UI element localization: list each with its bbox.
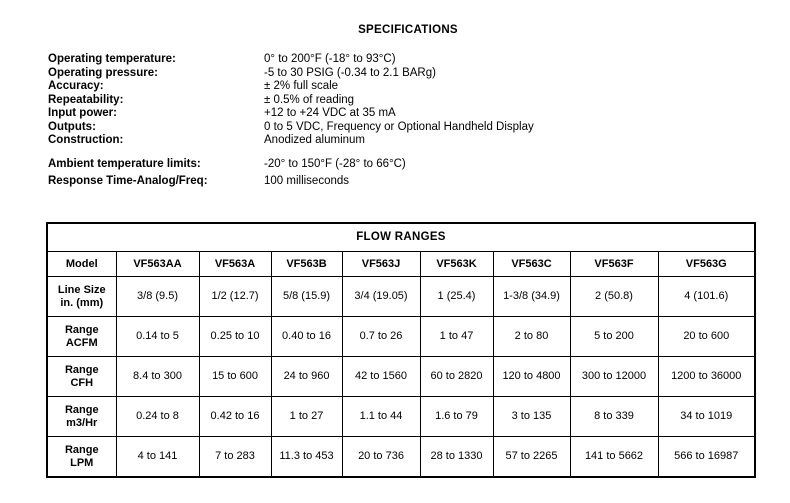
table-cell: 60 to 2820 xyxy=(420,357,493,397)
table-cell: 1 to 47 xyxy=(420,317,493,357)
table-cell: 11.3 to 453 xyxy=(271,437,342,478)
spec-value: 0° to 200°F (-18° to 93°C) xyxy=(264,53,396,65)
model-column-header: Model xyxy=(47,252,116,277)
model-name-header: VF563AA xyxy=(116,252,199,277)
spec-row xyxy=(48,53,748,67)
table-cell: 42 to 1560 xyxy=(342,357,420,397)
table-cell: 0.42 to 16 xyxy=(199,397,271,437)
model-name-header: VF563F xyxy=(570,252,658,277)
model-name-header: VF563K xyxy=(420,252,493,277)
row-label xyxy=(47,357,116,397)
table-cell: 0.40 to 16 xyxy=(271,317,342,357)
row-label-line: Range xyxy=(64,403,99,416)
table-cell: 2 (50.8) xyxy=(570,277,658,317)
table-cell: 1.6 to 79 xyxy=(420,397,493,437)
model-name-header: VF563G xyxy=(658,252,755,277)
flow-table-title-row xyxy=(47,223,755,252)
spec-label: Construction: xyxy=(48,134,124,146)
spec-label: Ambient temperature limits: xyxy=(48,157,201,170)
table-cell: 0.24 to 8 xyxy=(116,397,199,437)
spec-value: Anodized aluminum xyxy=(264,134,366,146)
spec-row xyxy=(48,67,748,81)
table-cell: 3/8 (9.5) xyxy=(116,277,199,317)
row-label-line: CFH xyxy=(70,376,94,389)
table-row xyxy=(47,277,755,317)
spec-value: +12 to +24 VDC at 35 mA xyxy=(264,107,396,119)
spec-value: 100 milliseconds xyxy=(264,175,350,187)
row-label xyxy=(47,397,116,437)
spec-label: Outputs: xyxy=(48,120,96,133)
flow-table-body xyxy=(47,223,755,477)
table-cell: 1 (25.4) xyxy=(420,277,493,317)
row-label-line: Line Size xyxy=(57,283,106,296)
row-label-line: Range xyxy=(64,443,99,456)
model-name-header: VF563C xyxy=(493,252,570,277)
spec-value: -5 to 30 PSIG (-0.34 to 2.1 BARg) xyxy=(264,66,436,79)
row-label-line: ACFM xyxy=(65,336,98,349)
table-cell: 24 to 960 xyxy=(271,357,342,397)
table-cell: 3 to 135 xyxy=(493,397,570,437)
table-cell: 0.7 to 26 xyxy=(342,317,420,357)
table-row xyxy=(47,397,755,437)
table-cell: 4 (101.6) xyxy=(658,277,755,317)
table-row xyxy=(47,317,755,357)
model-name-header: VF563B xyxy=(271,252,342,277)
row-label xyxy=(47,277,116,317)
spec-label: Response Time-Analog/Freq: xyxy=(48,175,208,187)
specifications-list xyxy=(48,53,748,189)
table-cell: 141 to 5662 xyxy=(570,437,658,478)
spec-label: Accuracy: xyxy=(48,80,104,92)
row-label-line: LPM xyxy=(70,456,94,469)
table-cell: 20 to 736 xyxy=(342,437,420,478)
table-cell: 28 to 1330 xyxy=(420,437,493,478)
spec-row xyxy=(48,94,748,108)
table-cell: 1200 to 36000 xyxy=(658,357,755,397)
table-cell: 1 to 27 xyxy=(271,397,342,437)
row-label-line: Range xyxy=(64,323,99,336)
table-cell: 57 to 2265 xyxy=(493,437,570,478)
spec-label: Operating temperature: xyxy=(48,53,176,65)
table-cell: 4 to 141 xyxy=(116,437,199,478)
table-cell: 0.14 to 5 xyxy=(116,317,199,357)
table-cell: 5/8 (15.9) xyxy=(271,277,342,317)
flow-table-title: FLOW RANGES xyxy=(47,223,755,252)
table-cell: 120 to 4800 xyxy=(493,357,570,397)
row-label-line: in. (mm) xyxy=(60,296,104,309)
row-label-line: m3/Hr xyxy=(66,416,98,429)
spec-row xyxy=(48,80,748,94)
table-cell: 300 to 12000 xyxy=(570,357,658,397)
spec-row xyxy=(48,107,748,121)
table-cell: 3/4 (19.05) xyxy=(342,277,420,317)
model-header-row xyxy=(47,252,755,277)
flow-ranges-table xyxy=(46,222,756,478)
table-cell: 1-3/8 (34.9) xyxy=(493,277,570,317)
spec-value: ± 0.5% of reading xyxy=(264,93,355,106)
table-row xyxy=(47,357,755,397)
row-label xyxy=(47,317,116,357)
table-cell: 7 to 283 xyxy=(199,437,271,478)
spec-value: 0 to 5 VDC, Frequency or Optional Handheld Display xyxy=(264,120,534,133)
table-cell: 1.1 to 44 xyxy=(342,397,420,437)
row-label xyxy=(47,437,116,478)
table-cell: 15 to 600 xyxy=(199,357,271,397)
spec-label: Operating pressure: xyxy=(48,66,158,79)
model-name-header: VF563A xyxy=(199,252,271,277)
table-cell: 8 to 339 xyxy=(570,397,658,437)
spec-row xyxy=(48,158,748,172)
table-cell: 566 to 16987 xyxy=(658,437,755,478)
spec-row xyxy=(48,175,748,189)
spec-label: Input power: xyxy=(48,107,117,119)
model-name-header: VF563J xyxy=(342,252,420,277)
spec-row xyxy=(48,134,748,148)
table-cell: 2 to 80 xyxy=(493,317,570,357)
table-cell: 8.4 to 300 xyxy=(116,357,199,397)
row-label-line: Range xyxy=(64,363,99,376)
spec-label: Repeatability: xyxy=(48,93,124,106)
table-cell: 0.25 to 10 xyxy=(199,317,271,357)
spec-value: -20° to 150°F (-28° to 66°C) xyxy=(264,157,406,170)
table-cell: 20 to 600 xyxy=(658,317,755,357)
spec-row xyxy=(48,121,748,135)
table-cell: 1/2 (12.7) xyxy=(199,277,271,317)
table-row xyxy=(47,437,755,478)
table-cell: 5 to 200 xyxy=(570,317,658,357)
table-cell: 34 to 1019 xyxy=(658,397,755,437)
page-title: SPECIFICATIONS xyxy=(358,24,458,36)
spec-value: ± 2% full scale xyxy=(264,80,339,92)
